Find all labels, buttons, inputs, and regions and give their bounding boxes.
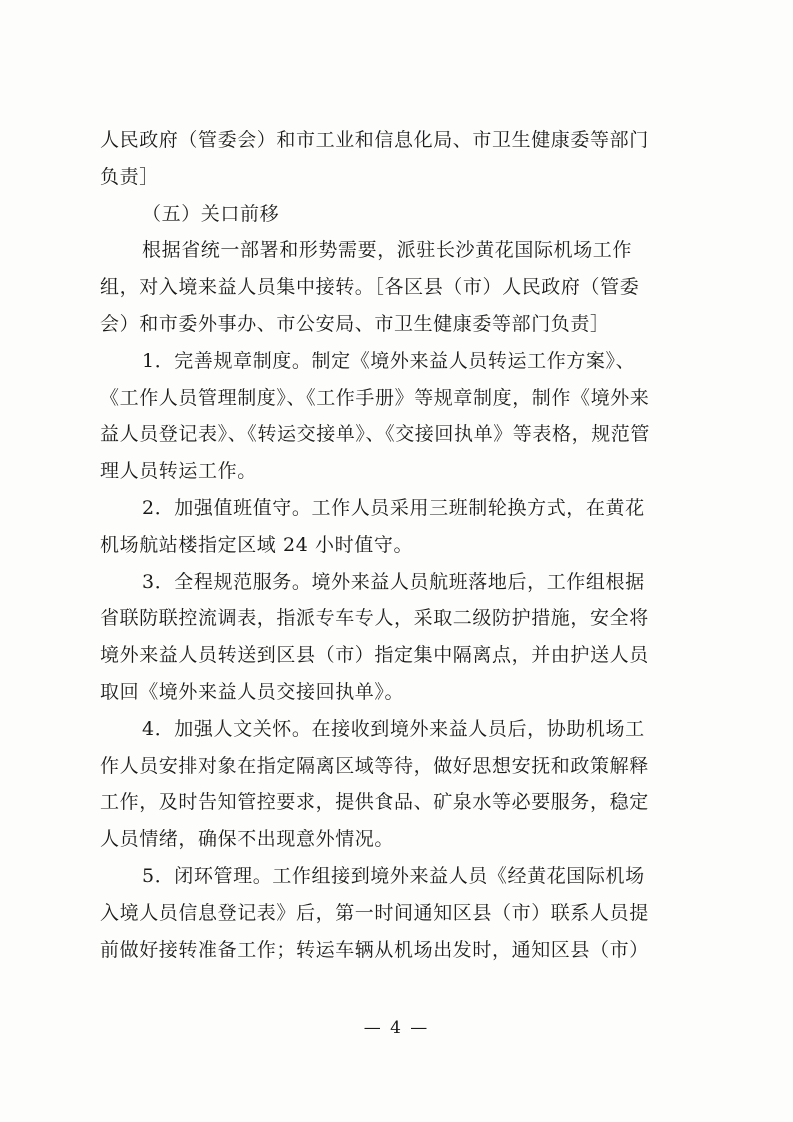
paragraph-item-2: [100, 490, 700, 564]
text-line: 作人员安排对象在指定隔离区域等待，做好思想安抚和政策解释: [100, 754, 649, 777]
section-heading: [100, 196, 700, 233]
document-body: [100, 122, 700, 968]
text-line: 工作，及时告知管控要求，提供食品、矿泉水等必要服务，稳定: [100, 791, 649, 814]
paragraph-continuation: [100, 122, 700, 196]
text-line: 根据省统一部署和形势需要，派驻长沙黄花国际机场工作: [142, 239, 633, 262]
paragraph-item-1: [100, 343, 700, 490]
text-line: 境外来益人员转送到区县（市）指定集中隔离点，并由护送人员: [100, 644, 649, 667]
text-line: 5．闭环管理。工作组接到境外来益人员《经黄花国际机场: [142, 864, 645, 887]
text-line: 入境人员信息登记表》后，第一时间通知区县（市）联系人员提: [100, 901, 649, 924]
text-line: 组，对入境来益人员集中接转。［各区县（市）人民政府（管委: [100, 276, 640, 299]
text-line: 人民政府（管委会）和市工业和信息化局、市卫生健康委等部门: [100, 129, 649, 151]
paragraph-item-3: [100, 564, 700, 711]
text-line: 1．完善规章制度。制定《境外来益人员转运工作方案》、: [142, 349, 636, 372]
text-line: 会）和市委外事办、市公安局、市卫生健康委等部门负责］: [100, 312, 610, 335]
text-line: 前做好接转准备工作；转运车辆从机场出发时，通知区县（市）: [100, 938, 649, 961]
paragraph-item-5: [100, 858, 700, 968]
text-line: 4．加强人文关怀。在接收到境外来益人员后，协助机场工: [142, 717, 645, 740]
text-line: 理人员转运工作。: [100, 460, 257, 483]
paragraph: [100, 232, 700, 342]
text-line: 3．全程规范服务。境外来益人员航班落地后，工作组根据: [142, 570, 645, 593]
text-line: 省联防联控流调表，指派专车专人，采取二级防护措施，安全将: [100, 607, 649, 630]
text-line: 负责］: [100, 165, 159, 188]
text-line: 《工作人员管理制度》、《工作手册》等规章制度，制作《境外来: [100, 386, 650, 409]
section-heading-text: （五）关口前移: [142, 202, 280, 225]
text-line: 取回《境外来益人员交接回执单》。: [100, 680, 405, 703]
text-line: 2．加强值班值守。工作人员采用三班制轮换方式，在黄花: [142, 496, 645, 519]
paragraph-item-4: [100, 711, 700, 858]
text-line: 人员情绪，确保不出现意外情况。: [100, 828, 395, 851]
page-number: — 4 —: [363, 1018, 430, 1038]
text-line: 机场航站楼指定区域 24 小时值守。: [100, 533, 414, 556]
text-line: 益人员登记表》、《转运交接单》、《交接回执单》等表格，规范管: [100, 423, 651, 446]
